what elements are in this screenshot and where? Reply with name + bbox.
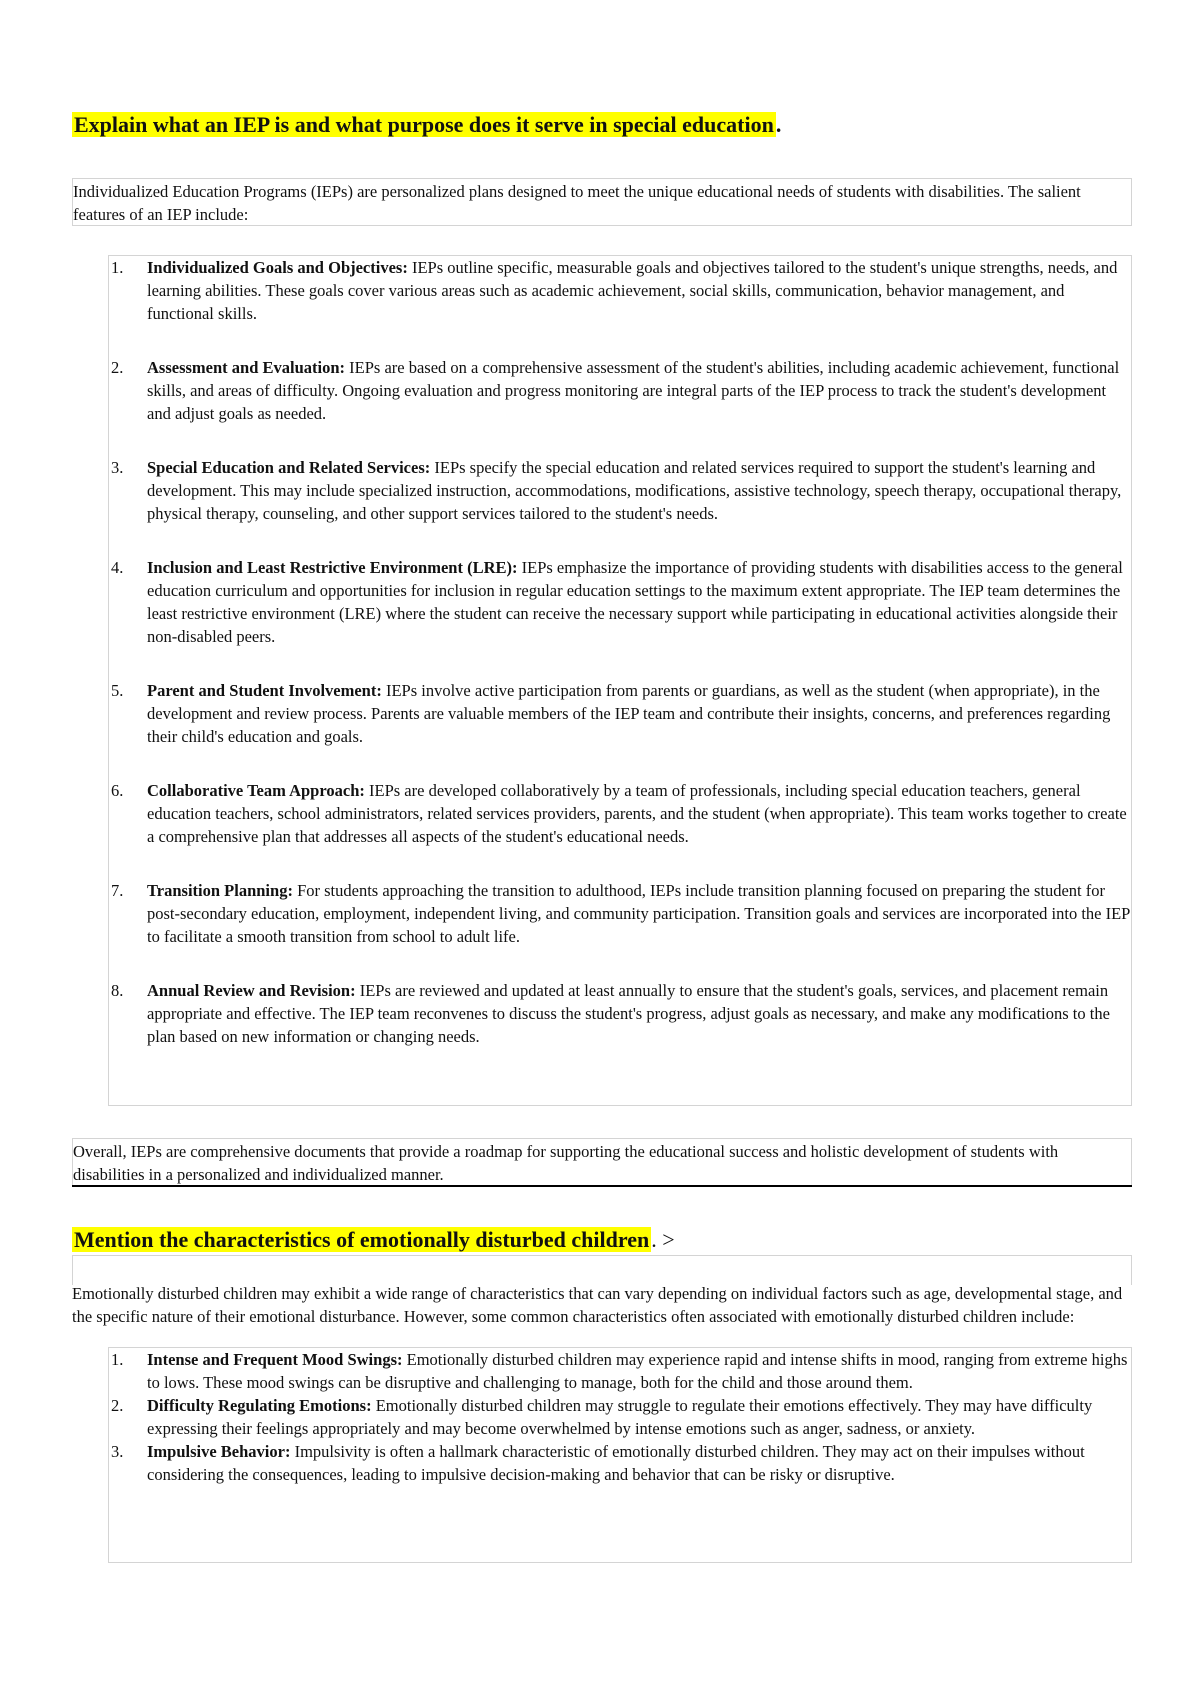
list-item-label: Individualized Goals and Objectives:	[147, 258, 408, 277]
list-item-label: Parent and Student Involvement:	[147, 681, 382, 700]
section1-heading-end: .	[775, 112, 782, 137]
list-item-number: 1.	[111, 258, 124, 277]
list-item	[109, 979, 1131, 1048]
section2-heading-box	[72, 1255, 1132, 1285]
list-item-label: Intense and Frequent Mood Swings:	[147, 1350, 403, 1369]
list-item-text: Emotionally disturbed children may struggle to regulate their emotions effectively. They may have difficulty expressing their feelings appropriately and may become overwhelmed by intense emotions such as anger, sadness, or anxiety.	[147, 1396, 1093, 1438]
section1-list-box	[108, 255, 1132, 1106]
list-item-number: 5.	[111, 681, 124, 700]
list-item-label: Assessment and Evaluation:	[147, 358, 346, 377]
list-item	[109, 1394, 1131, 1440]
list-item-number: 3.	[111, 1442, 124, 1461]
section2-intro: Emotionally disturbed children may exhibit a wide range of characteristics that can vary depending on individual factors such as age, developmental stage, and the specific nature of their emotional disturbance. However, some common characteristics often associated with emotionally disturbed children include:	[72, 1284, 1123, 1326]
list-item	[109, 356, 1131, 425]
section1-heading-text: Explain what an IEP is and what purpose does it serve in special education	[74, 112, 774, 137]
list-item	[109, 456, 1131, 525]
section2-heading-end: . >	[651, 1227, 675, 1252]
list-item	[109, 1440, 1131, 1486]
list-item-text: IEPs involve active participation from parents or guardians, as well as the student (when appropriate), in the development and review process. Parents are valuable members of the IEP team and contribute their insights, concerns, and preferences regarding their child's education and goals.	[147, 681, 1111, 746]
list-item-text: IEPs are developed collaboratively by a team of professionals, including special education teachers, general education teachers, school administrators, related services providers, parents, and the student (when appropriate). This team works together to create a comprehensive plan that addresses all aspects of the student's educational needs.	[147, 781, 1127, 846]
list-item-text: For students approaching the transition to adulthood, IEPs include transition planning focused on preparing the student for post-secondary education, employment, independent living, and community participation. Transition goals and services are incorporated into the IEP to facilitate a smooth transition from school to adult life.	[147, 881, 1130, 946]
list-item-label: Special Education and Related Services:	[147, 458, 431, 477]
list-item-number: 6.	[111, 781, 124, 800]
list-item-number: 3.	[111, 458, 124, 477]
list-item-number: 1.	[111, 1350, 124, 1369]
section2-heading-text: Mention the characteristics of emotionally disturbed children	[74, 1227, 650, 1252]
list-item-text: IEPs specify the special education and related services required to support the student's learning and development. This may include specialized instruction, accommodations, modifications, assistive technology, speech therapy, occupational therapy, physical therapy, counseling, and other support services tailored to the student's needs.	[147, 458, 1122, 523]
list-item-label: Difficulty Regulating Emotions:	[147, 1396, 372, 1415]
list-item-label: Impulsive Behavior:	[147, 1442, 291, 1461]
list-item-number: 2.	[111, 358, 124, 377]
list-item-text: Impulsivity is often a hallmark characteristic of emotionally disturbed children. They may act on their impulses without considering the consequences, leading to impulsive decision-making and behavior that can be risky or disruptive.	[147, 1442, 1085, 1484]
section2-list-box	[108, 1347, 1132, 1563]
list-item-label: Annual Review and Revision:	[147, 981, 356, 1000]
list-item	[109, 879, 1131, 948]
list-item-text: IEPs outline specific, measurable goals and objectives tailored to the student's unique strengths, needs, and learning abilities. These goals cover various areas such as academic achievement, social skills, communication, behavior management, and functional skills.	[147, 258, 1118, 323]
list-item	[109, 779, 1131, 848]
list-item	[109, 256, 1131, 325]
section1-intro: Individualized Education Programs (IEPs) are personalized plans designed to meet the unique educational needs of students with disabilities. The salient features of an IEP include:	[73, 182, 1081, 224]
list-item-number: 8.	[111, 981, 124, 1000]
list-item-label: Collaborative Team Approach:	[147, 781, 365, 800]
horizontal-rule	[72, 1185, 1132, 1187]
section2-list	[109, 1348, 1131, 1486]
list-item-number: 7.	[111, 881, 124, 900]
list-item	[109, 1348, 1131, 1394]
section2-heading	[72, 1225, 675, 1255]
list-item-number: 2.	[111, 1396, 124, 1415]
list-item-number: 4.	[111, 558, 124, 577]
list-item-label: Transition Planning:	[147, 881, 293, 900]
section1-intro-box	[72, 178, 1132, 226]
section1-overall-box	[72, 1138, 1132, 1187]
list-item	[109, 679, 1131, 748]
list-item-label: Inclusion and Least Restrictive Environment (LRE):	[147, 558, 518, 577]
list-item-text: IEPs are based on a comprehensive assessment of the student's abilities, including academic achievement, functional skills, and areas of difficulty. Ongoing evaluation and progress monitoring are integral parts of the IEP process to track the student's development and adjust goals as needed.	[147, 358, 1120, 423]
list-item-text: IEPs emphasize the importance of providing students with disabilities access to the general education curriculum and opportunities for inclusion in regular education settings to the maximum extent appropriate. The IEP team determines the least restrictive environment (LRE) where the student can receive the necessary support while participating in educational activities alongside their non-disabled peers.	[147, 558, 1123, 646]
list-item-text: IEPs are reviewed and updated at least annually to ensure that the student's goals, services, and placement remain appropriate and effective. The IEP team reconvenes to discuss the student's progress, adjust goals as necessary, and make any modifications to the plan based on new information or changing needs.	[147, 981, 1110, 1046]
section1-list	[109, 256, 1131, 1048]
list-item	[109, 556, 1131, 648]
list-item-text: Emotionally disturbed children may experience rapid and intense shifts in mood, ranging from extreme highs to lows. These mood swings can be disruptive and challenging to manage, both for the child and those around them.	[147, 1350, 1128, 1392]
section1-heading	[72, 110, 781, 140]
section1-overall: Overall, IEPs are comprehensive documents that provide a roadmap for supporting the educational success and holistic development of students with disabilities in a personalized and individualized manner.	[73, 1142, 1059, 1184]
